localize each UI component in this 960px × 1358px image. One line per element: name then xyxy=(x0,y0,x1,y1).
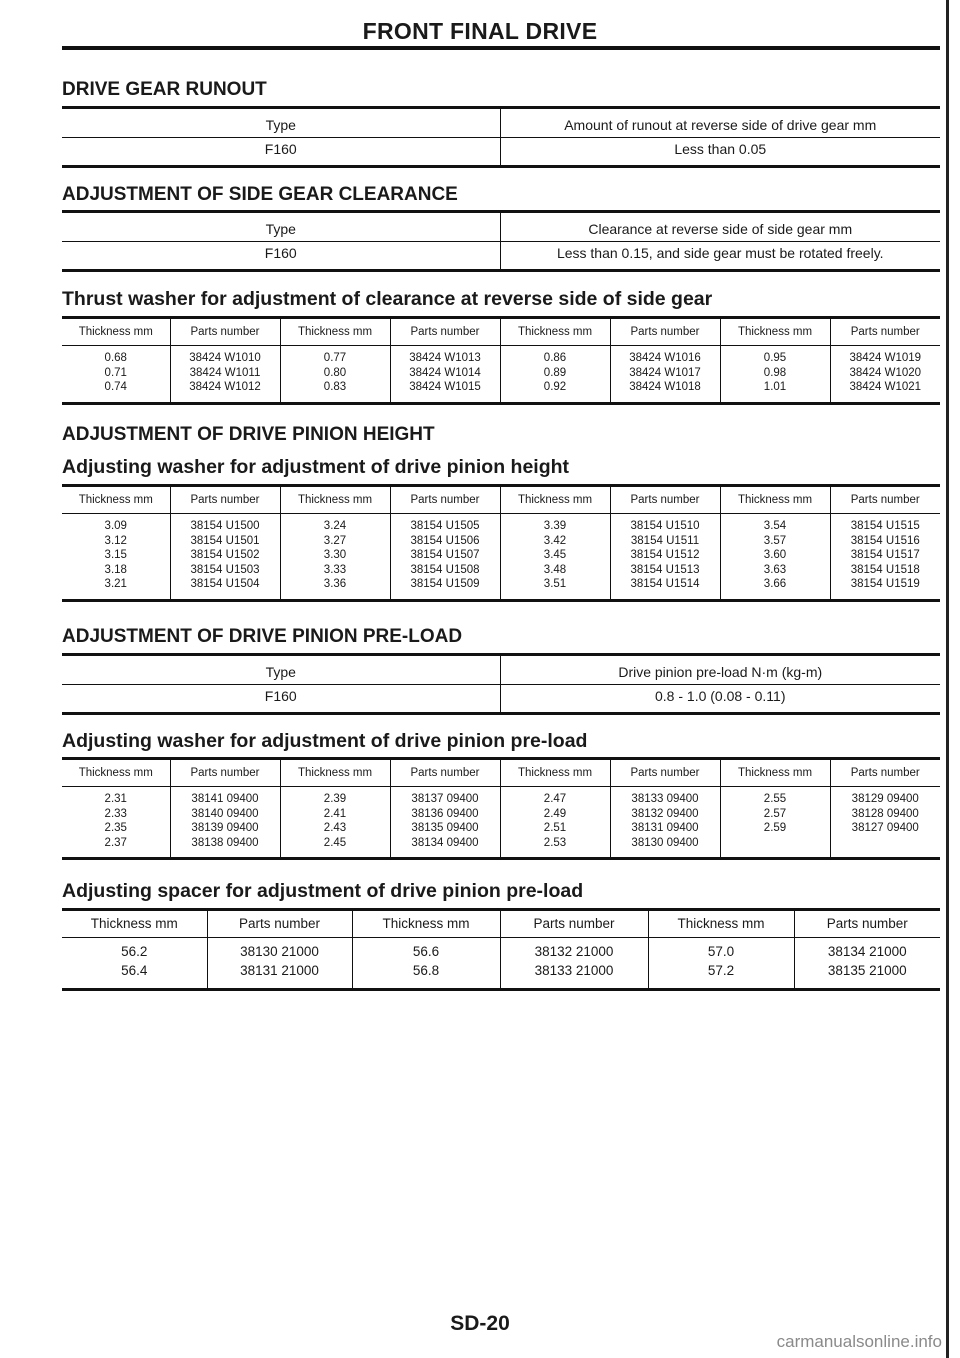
pw-thickness-value: 2.41 xyxy=(323,807,347,820)
thrust-header-thickness-1: Thickness mm xyxy=(62,318,170,346)
thrust-part-number: 38424 W1013 xyxy=(409,352,481,364)
height-part-number: 38154 U1510 xyxy=(630,520,700,532)
height-part-number: 38154 U1516 xyxy=(850,534,920,547)
thrust-thickness-value: 0.77 xyxy=(323,352,347,364)
spacer-thickness-col-3 xyxy=(648,938,794,990)
height-parts-col-3 xyxy=(610,514,720,601)
pw-header-thickness-3: Thickness mm xyxy=(500,759,610,787)
spacer-header-thickness-3: Thickness mm xyxy=(648,910,794,938)
spacer-header-parts-2: Parts number xyxy=(500,910,648,938)
pw-thickness-col-3 xyxy=(500,787,610,859)
spacer-thickness-value: 56.6 xyxy=(412,944,440,959)
pw-thickness-col-2 xyxy=(280,787,390,859)
pw-header-thickness-2: Thickness mm xyxy=(280,759,390,787)
height-part-number: 38154 U1506 xyxy=(410,534,480,547)
thrust-thickness-value: 0.80 xyxy=(323,366,347,379)
pw-thickness-col-4 xyxy=(720,787,830,859)
thrust-thickness-col-3 xyxy=(500,346,610,404)
spacer-part-number: 38130 21000 xyxy=(240,944,319,959)
side-gear-clearance-value: Less than 0.15, and side gear must be rotated freely. xyxy=(556,245,884,261)
spacer-thickness-value: 56.4 xyxy=(121,963,148,978)
height-thickness-value: 3.36 xyxy=(323,578,347,590)
preload-type-value: F160 xyxy=(62,685,500,714)
height-thickness-value: 3.51 xyxy=(543,578,567,590)
page-right-border xyxy=(946,0,949,1358)
pw-thickness-value: 2.55 xyxy=(763,793,787,805)
section-heading-preload-spacer: Adjusting spacer for adjustment of drive pinion pre-load xyxy=(62,880,584,902)
preload-type-header: Type xyxy=(62,655,500,685)
runout-amount-header: Amount of runout at reverse side of drive gear mm xyxy=(500,108,940,138)
pw-part-number: 38134 09400 xyxy=(411,836,479,849)
page-number: SD-20 xyxy=(450,1312,510,1335)
thrust-thickness-value: 0.83 xyxy=(323,381,347,393)
spacer-part-number: 38134 21000 xyxy=(827,944,907,959)
thrust-thickness-col-4 xyxy=(720,346,830,404)
thrust-header-thickness-2: Thickness mm xyxy=(280,318,390,346)
side-gear-table xyxy=(62,210,940,272)
height-thickness-value: 3.33 xyxy=(323,563,347,576)
pw-header-thickness-4: Thickness mm xyxy=(720,759,830,787)
height-parts-col-2 xyxy=(390,514,500,601)
height-thickness-value: 3.27 xyxy=(323,534,347,547)
height-header-thickness-1: Thickness mm xyxy=(62,486,170,514)
thrust-part-number: 38424 W1018 xyxy=(629,381,701,393)
pw-part-number: 38140 09400 xyxy=(191,807,259,820)
pw-header-parts-3: Parts number xyxy=(610,759,720,787)
section-heading-side-gear-clearance: ADJUSTMENT OF SIDE GEAR CLEARANCE xyxy=(62,184,458,205)
height-thickness-value: 3.60 xyxy=(763,549,787,561)
thrust-thickness-col-1 xyxy=(62,346,170,404)
thrust-part-number: 38424 W1017 xyxy=(629,366,701,379)
pw-header-parts-2: Parts number xyxy=(390,759,500,787)
thrust-header-thickness-3: Thickness mm xyxy=(500,318,610,346)
height-thickness-value: 3.24 xyxy=(323,520,347,532)
pw-part-number: 38141 09400 xyxy=(191,793,259,805)
height-thickness-value: 3.18 xyxy=(104,563,127,576)
spacer-thickness-value: 56.2 xyxy=(121,944,148,959)
height-part-number: 38154 U1514 xyxy=(630,578,700,590)
height-header-thickness-2: Thickness mm xyxy=(280,486,390,514)
spacer-header-thickness-1: Thickness mm xyxy=(62,910,207,938)
watermark: carmanualsonline.info xyxy=(776,1332,942,1351)
height-header-thickness-4: Thickness mm xyxy=(720,486,830,514)
thrust-thickness-value: 0.95 xyxy=(763,352,787,364)
side-gear-type-value: F160 xyxy=(62,242,500,271)
pw-thickness-value: 2.43 xyxy=(323,822,347,834)
pw-part-number: 38128 09400 xyxy=(851,807,919,820)
pw-thickness-value: 2.31 xyxy=(104,793,127,805)
thrust-header-thickness-4: Thickness mm xyxy=(720,318,830,346)
pw-thickness-value: 2.49 xyxy=(543,807,567,820)
height-thickness-value: 3.63 xyxy=(763,563,787,576)
thrust-part-number: 38424 W1010 xyxy=(189,352,261,364)
height-part-number: 38154 U1503 xyxy=(190,563,260,576)
height-thickness-col-1 xyxy=(62,514,170,601)
pw-part-number: 38138 09400 xyxy=(191,836,259,849)
height-parts-col-1 xyxy=(170,514,280,601)
height-thickness-value: 3.12 xyxy=(104,534,127,547)
height-part-number: 38154 U1517 xyxy=(850,549,920,561)
runout-type-header: Type xyxy=(62,108,500,138)
height-thickness-value: 3.30 xyxy=(323,549,347,561)
pw-thickness-value: 2.59 xyxy=(763,822,787,834)
height-part-number: 38154 U1507 xyxy=(410,549,480,561)
preload-spacer-table xyxy=(62,908,940,991)
thrust-parts-col-2 xyxy=(390,346,500,404)
height-part-number: 38154 U1519 xyxy=(850,578,920,590)
pw-thickness-value: 2.57 xyxy=(763,807,787,820)
spacer-parts-col-1 xyxy=(207,938,352,990)
spacer-part-number: 38131 21000 xyxy=(240,963,319,978)
pw-thickness-value: 2.37 xyxy=(104,836,127,849)
side-gear-type-header: Type xyxy=(62,212,500,242)
thrust-parts-col-1 xyxy=(170,346,280,404)
height-part-number: 38154 U1501 xyxy=(190,534,260,547)
pw-parts-col-1 xyxy=(170,787,280,859)
height-part-number: 38154 U1508 xyxy=(410,563,480,576)
pw-thickness-value: 2.51 xyxy=(543,822,567,834)
preload-washer-table xyxy=(62,757,940,860)
pw-thickness-value: 2.39 xyxy=(323,793,347,805)
pw-thickness-value: 2.53 xyxy=(543,836,567,849)
thrust-washer-table xyxy=(62,316,940,405)
spacer-thickness-value: 56.8 xyxy=(412,963,440,978)
thrust-thickness-col-2 xyxy=(280,346,390,404)
subheading-pinion-height-washer: Adjusting washer for adjustment of drive pinion height xyxy=(62,456,570,478)
pw-parts-col-3 xyxy=(610,787,720,859)
spacer-part-number: 38132 21000 xyxy=(534,944,614,959)
height-header-parts-4: Parts number xyxy=(830,486,940,514)
pw-header-thickness-1: Thickness mm xyxy=(62,759,170,787)
thrust-part-number: 38424 W1014 xyxy=(409,366,481,379)
spacer-parts-col-3 xyxy=(794,938,940,990)
thrust-thickness-value: 0.74 xyxy=(104,381,127,393)
thrust-part-number: 38424 W1020 xyxy=(849,366,922,379)
height-thickness-value: 3.42 xyxy=(543,534,567,547)
height-header-thickness-3: Thickness mm xyxy=(500,486,610,514)
height-thickness-value: 3.57 xyxy=(763,534,787,547)
spacer-thickness-col-2 xyxy=(352,938,500,990)
height-part-number: 38154 U1504 xyxy=(190,578,260,590)
height-part-number: 38154 U1518 xyxy=(850,563,920,576)
pw-header-parts-4: Parts number xyxy=(830,759,940,787)
runout-type-value: F160 xyxy=(62,138,500,167)
thrust-header-parts-2: Parts number xyxy=(390,318,500,346)
height-part-number: 38154 U1513 xyxy=(630,563,700,576)
thrust-thickness-value: 0.68 xyxy=(104,352,127,364)
runout-amount-value: Less than 0.05 xyxy=(674,141,767,157)
pw-part-number: 38135 09400 xyxy=(411,822,479,834)
spacer-header-parts-1: Parts number xyxy=(207,910,352,938)
pw-part-number: 38136 09400 xyxy=(411,807,479,820)
thrust-header-parts-4: Parts number xyxy=(830,318,940,346)
thrust-thickness-value: 1.01 xyxy=(763,381,787,393)
height-thickness-value: 3.15 xyxy=(104,549,127,561)
height-thickness-value: 3.45 xyxy=(543,549,567,561)
thrust-part-number: 38424 W1019 xyxy=(849,352,922,364)
side-gear-clearance-header: Clearance at reverse side of side gear mm xyxy=(500,212,940,242)
thrust-header-parts-1: Parts number xyxy=(170,318,280,346)
height-part-number: 38154 U1502 xyxy=(190,549,260,561)
height-part-number: 38154 U1511 xyxy=(630,534,700,547)
section-heading-thrust-washer: Thrust washer for adjustment of clearance at reverse side of side gear xyxy=(62,288,713,310)
runout-table xyxy=(62,106,940,168)
spacer-header-parts-3: Parts number xyxy=(794,910,940,938)
thrust-parts-col-3 xyxy=(610,346,720,404)
height-thickness-value: 3.09 xyxy=(104,520,127,532)
height-part-number: 38154 U1509 xyxy=(410,578,480,590)
thrust-part-number: 38424 W1015 xyxy=(409,381,481,393)
pw-header-parts-1: Parts number xyxy=(170,759,280,787)
height-thickness-value: 3.39 xyxy=(543,520,567,532)
thrust-thickness-value: 0.86 xyxy=(543,352,567,364)
preload-table xyxy=(62,653,940,715)
spacer-thickness-col-1 xyxy=(62,938,207,990)
pw-thickness-value: 2.33 xyxy=(104,807,127,820)
pw-thickness-col-1 xyxy=(62,787,170,859)
spacer-thickness-value: 57.2 xyxy=(707,963,735,978)
height-thickness-value: 3.54 xyxy=(763,520,787,532)
height-thickness-col-2 xyxy=(280,514,390,601)
spacer-part-number: 38133 21000 xyxy=(534,963,614,978)
height-thickness-value: 3.66 xyxy=(763,578,787,590)
spacer-header-thickness-2: Thickness mm xyxy=(352,910,500,938)
pw-part-number: 38130 09400 xyxy=(631,836,699,849)
height-part-number: 38154 U1505 xyxy=(410,520,480,532)
page-title: FRONT FINAL DRIVE xyxy=(362,18,598,44)
pw-parts-col-2 xyxy=(390,787,500,859)
pw-part-number: 38139 09400 xyxy=(191,822,259,834)
height-part-number: 38154 U1515 xyxy=(850,520,920,532)
height-header-parts-1: Parts number xyxy=(170,486,280,514)
pw-part-number: 38132 09400 xyxy=(631,807,699,820)
preload-value-header: Drive pinion pre-load N·m (kg-m) xyxy=(500,655,940,685)
section-heading-drive-pinion-preload: ADJUSTMENT OF DRIVE PINION PRE-LOAD xyxy=(62,626,463,647)
pw-thickness-value: 2.35 xyxy=(104,822,127,834)
height-header-parts-3: Parts number xyxy=(610,486,720,514)
pw-parts-col-4 xyxy=(830,787,940,859)
height-header-parts-2: Parts number xyxy=(390,486,500,514)
pw-part-number: 38133 09400 xyxy=(631,793,699,805)
height-thickness-value: 3.48 xyxy=(543,563,567,576)
thrust-parts-col-4 xyxy=(830,346,940,404)
title-rule xyxy=(62,46,940,50)
preload-value: 0.8 - 1.0 (0.08 - 0.11) xyxy=(655,688,786,704)
thrust-part-number: 38424 W1016 xyxy=(629,352,701,364)
section-heading-preload-washer: Adjusting washer for adjustment of drive pinion pre-load xyxy=(62,730,588,752)
section-heading-drive-gear-runout: DRIVE GEAR RUNOUT xyxy=(62,79,267,100)
thrust-part-number: 38424 W1012 xyxy=(189,381,261,393)
pw-thickness-value: 2.47 xyxy=(543,793,567,805)
spacer-parts-col-2 xyxy=(500,938,648,990)
spacer-thickness-value: 57.0 xyxy=(707,944,735,959)
height-thickness-col-3 xyxy=(500,514,610,601)
thrust-thickness-value: 0.98 xyxy=(763,366,787,379)
pw-part-number: 38137 09400 xyxy=(411,793,479,805)
pinion-height-table xyxy=(62,484,940,602)
height-part-number: 38154 U1512 xyxy=(630,549,700,561)
height-part-number: 38154 U1500 xyxy=(190,520,260,532)
thrust-header-parts-3: Parts number xyxy=(610,318,720,346)
pw-part-number: 38131 09400 xyxy=(631,822,699,834)
thrust-part-number: 38424 W1021 xyxy=(849,381,922,393)
pw-part-number: 38127 09400 xyxy=(851,822,919,834)
height-thickness-value: 3.21 xyxy=(104,578,127,590)
thrust-thickness-value: 0.71 xyxy=(104,366,127,379)
pw-part-number: 38129 09400 xyxy=(851,793,919,805)
section-heading-drive-pinion-height: ADJUSTMENT OF DRIVE PINION HEIGHT xyxy=(62,424,435,445)
height-thickness-col-4 xyxy=(720,514,830,601)
thrust-thickness-value: 0.89 xyxy=(543,366,567,379)
spacer-part-number: 38135 21000 xyxy=(827,963,907,978)
thrust-part-number: 38424 W1011 xyxy=(189,366,261,379)
thrust-thickness-value: 0.92 xyxy=(543,381,567,393)
height-parts-col-4 xyxy=(830,514,940,601)
pw-thickness-value: 2.45 xyxy=(323,836,347,849)
